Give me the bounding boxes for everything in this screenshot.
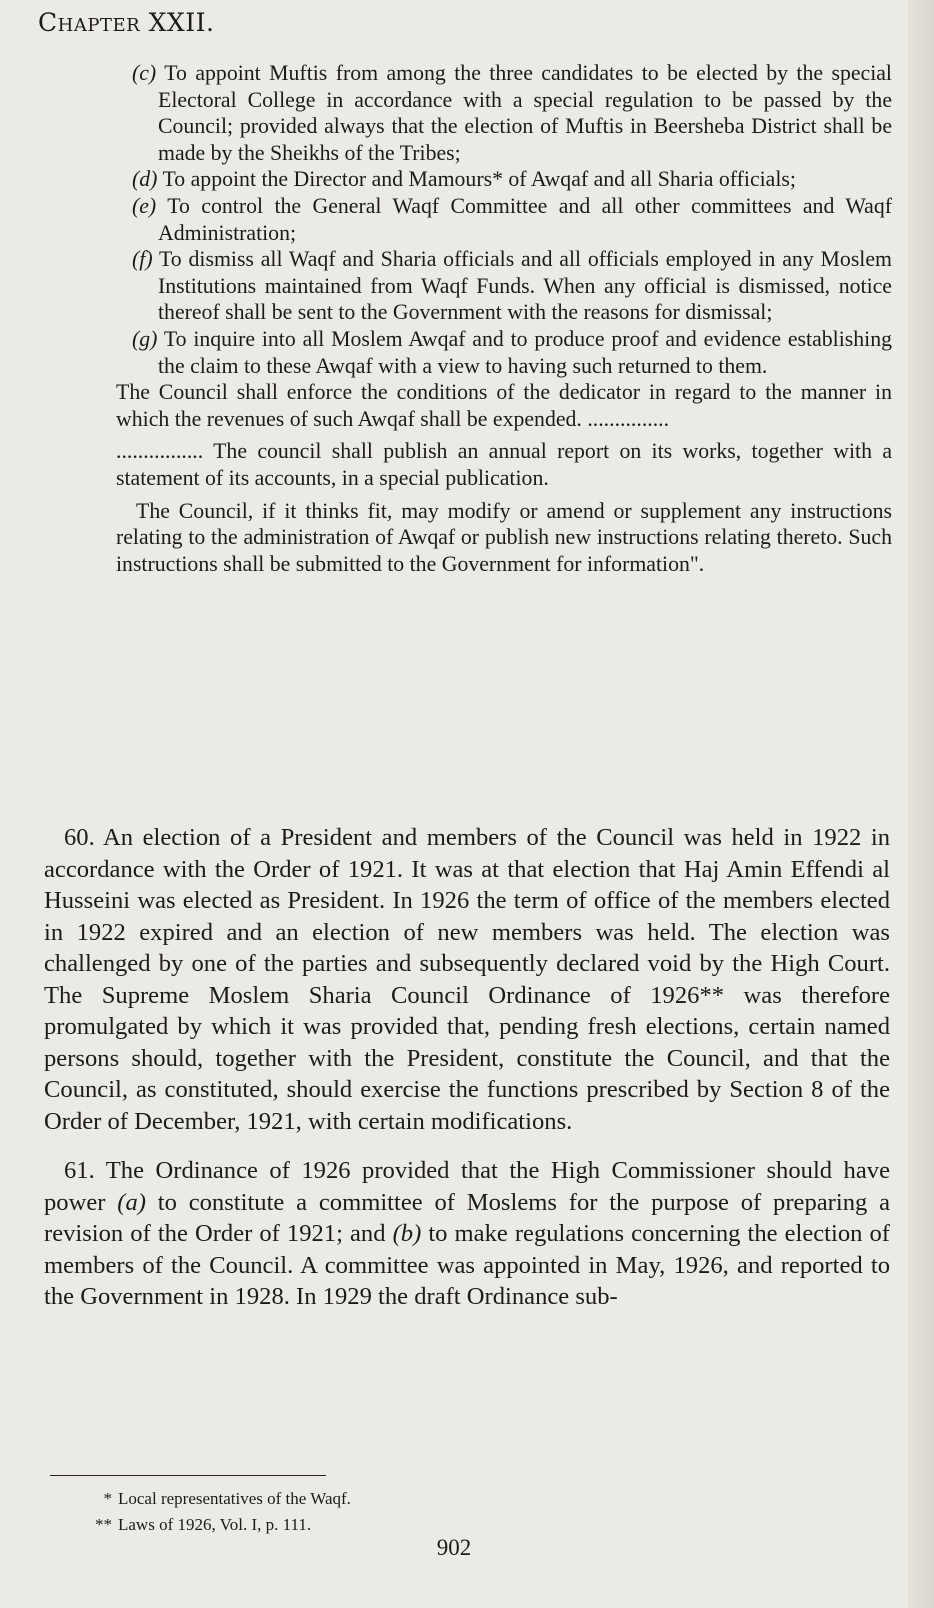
paragraph-60: 60. An election of a President and members of the Council was held in 1922 in accordance with the Order of 1921. It was at that election that Haj Amin Effendi al Husseini was elected as President. In 1926 the term of office of the members elected in 1922 expired and an election of new members was held. The election was challenged by one of the parties and subsequently declared void by the High Court. The Supreme Moslem Sharia Council Ordinance of 1926** was therefore promulgated by which it was provided that, pending fresh elections, certain named persons should, together with the President, constitute the Council, and that the Council, as constituted, should exercise the functions prescribed by Section 8 of the Order of December, 1921, with certain modifications. [44,824,890,1135]
chapter-number: XXII. [148,8,215,37]
footnote-1: * Local representatives of the Waqf. [103,1489,351,1508]
footnotes [88,1486,351,1538]
clause-g: (g) To inquire into all Moslem Awqaf and to produce proof and evidence establishing the claim to these Awqaf with a view to having such returned to them. [132,326,892,378]
footnote-divider [50,1475,326,1476]
footnote-2: ** Laws of 1926, Vol. I, p. 111. [95,1515,312,1534]
quote-paragraph-instructions: The Council, if it thinks fit, may modify or amend or supplement any instructions relating to the administration of Awqaf or publish new instructions relating thereto. Such instructions shall be submitted to the Government for information". [116,498,892,576]
paragraph-61: 61. The Ordinance of 1926 provided that the High Commissioner should have power (a) to constitute a committee of Moslems for the purpose of preparing a revision of the Order of 1921; and (b) to make regulations concerning the election of members of the Council. A committee was appointed in May, 1926, and reported to the Government in 1928. In 1929 the draft Ordinance sub- [44,1157,891,1310]
quoted-order-section [116,60,892,577]
page-number: 902 [436,1535,472,1560]
clause-f: (f) To dismiss all Waqf and Sharia officials and all officials employed in any Moslem Institutions maintained from Waqf Funds. When any official is dismissed, notice thereof shall be sent to the Government with the reasons for dismissal; [132,247,892,325]
clause-e: (e) To control the General Waqf Committee and all other committees and Waqf Administration; [132,193,892,245]
page-edge-shadow [908,0,934,1608]
main-text [44,822,890,1313]
clause-d: (d) To appoint the Director and Mamours* of Awqaf and all Sharia officials; [132,167,796,192]
quote-paragraph-annual-report: ................ The council shall publish an annual report on its works, together with a statement of its accounts, in a special publication. [116,439,892,490]
chapter-label: Chapter [38,8,141,37]
clause-c: (c) To appoint Muftis from among the three candidates to be elected by the special Electoral College in accordance with a special regulation to be passed by the Council; provided always that the election of Muftis in Beersheba District shall be made by the Sheikhs of the Tribes; [132,61,892,165]
running-header [38,8,214,37]
quote-paragraph-dedicator: The Council shall enforce the conditions of the dedicator in regard to the manner in which the revenues of such Awqaf shall be expended. ............... [116,380,892,431]
